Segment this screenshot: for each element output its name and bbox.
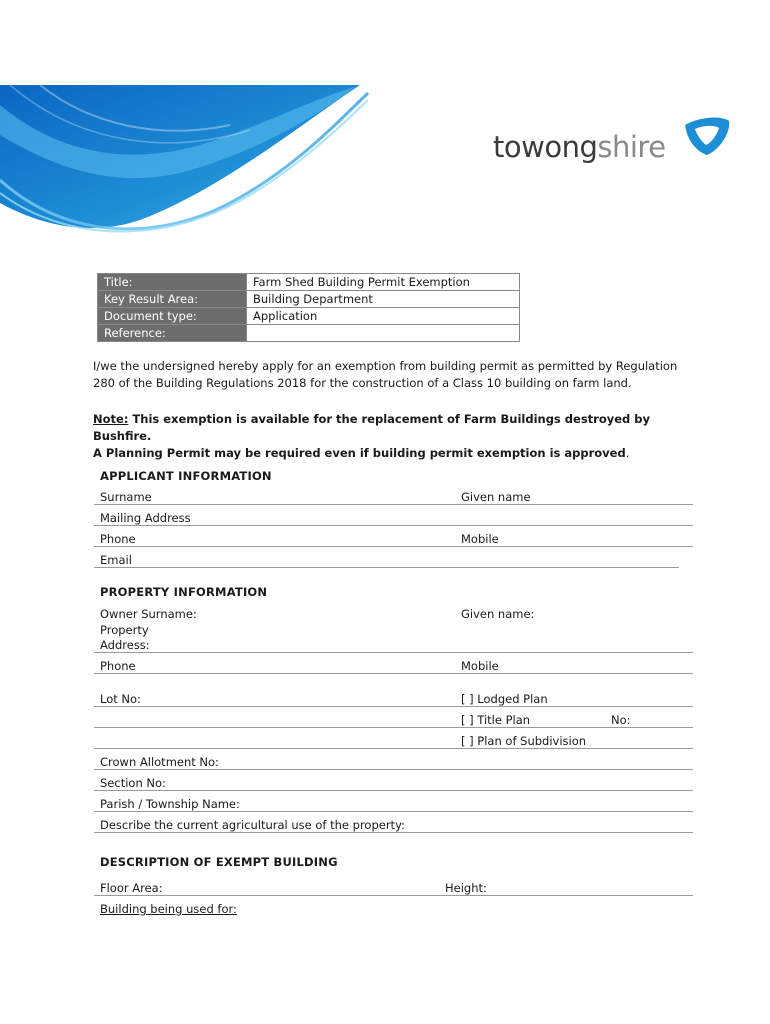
parish-township-field-line[interactable] [94, 811, 693, 812]
reference-value [247, 325, 520, 342]
section-no-label: Section No: [100, 776, 166, 790]
document-info-table [97, 273, 520, 342]
note-paragraph: Note: This exemption is available for the replacement of Farm Buildings destroyed by Bushfire. A Planning Permit may be required even if building permit exemption is approved. [93, 412, 650, 460]
plan-of-subdivision-field-line[interactable] [94, 748, 693, 749]
email-label: Email [100, 553, 132, 567]
mailing-address-field-line[interactable] [94, 525, 693, 526]
agricultural-use-field-line[interactable] [94, 832, 693, 833]
document-type-label: Document type: [98, 308, 247, 325]
key-result-area-label: Key Result Area: [98, 291, 247, 308]
height-label: Height: [445, 881, 487, 895]
mobile-label: Mobile [461, 532, 499, 546]
note-prefix: Note: [93, 412, 129, 426]
owner-given-name-label: Given name: [461, 607, 535, 621]
owner-surname-label: Owner Surname: [100, 607, 197, 621]
floor-area-field-line[interactable] [94, 895, 693, 896]
header-swoosh-graphic [0, 85, 370, 245]
table-row [98, 274, 520, 291]
property-mobile-label: Mobile [461, 659, 499, 673]
crown-allotment-field-line[interactable] [94, 769, 693, 770]
note-line-2: A Planning Permit may be required even if building permit exemption is approved [93, 446, 626, 460]
table-row [98, 308, 520, 325]
title-plan-checkbox[interactable]: [ ] Title Plan [461, 713, 531, 727]
title-plan-field-line[interactable] [94, 727, 693, 728]
note-line-1: This exemption is available for the replacement of Farm Buildings destroyed by Bushfire. [93, 412, 650, 443]
section-no-field-line[interactable] [94, 790, 693, 791]
parish-township-label: Parish / Township Name: [100, 797, 240, 811]
lot-no-label: Lot No: [100, 692, 141, 706]
phone-field-line[interactable] [94, 546, 693, 547]
property-label: Property [100, 623, 149, 637]
logo-mark-icon [681, 115, 731, 157]
document-type-value: Application [247, 308, 520, 325]
title-label: Title: [98, 274, 247, 291]
floor-area-label: Floor Area: [100, 881, 163, 895]
building-heading: DESCRIPTION OF EXEMPT BUILDING [100, 855, 338, 869]
email-field-line[interactable] [94, 567, 679, 568]
agricultural-use-label: Describe the current agricultural use of the property: [100, 818, 405, 832]
key-result-area-value: Building Department [247, 291, 520, 308]
crown-allotment-label: Crown Allotment No: [100, 755, 219, 769]
mailing-address-label: Mailing Address [100, 511, 191, 525]
logo-wordmark: towongshire [493, 130, 666, 164]
table-row [98, 325, 520, 342]
lodged-plan-checkbox[interactable]: [ ] Lodged Plan [461, 692, 548, 706]
property-address-field-line[interactable] [94, 652, 693, 653]
applicant-heading: APPLICANT INFORMATION [100, 469, 272, 483]
building-used-for-label: Building being used for: [100, 902, 237, 916]
title-value: Farm Shed Building Permit Exemption [247, 274, 520, 291]
plan-of-subdivision-checkbox[interactable]: [ ] Plan of Subdivision [461, 734, 587, 748]
lot-no-field-line[interactable] [94, 706, 693, 707]
surname-label: Surname [100, 490, 152, 504]
property-phone-label: Phone [100, 659, 136, 673]
phone-label: Phone [100, 532, 136, 546]
plan-no-label: No: [611, 713, 631, 727]
property-phone-field-line[interactable] [94, 673, 693, 674]
table-row [98, 291, 520, 308]
given-name-label: Given name [461, 490, 531, 504]
address-label: Address: [100, 638, 150, 652]
property-heading: PROPERTY INFORMATION [100, 585, 268, 599]
surname-field-line[interactable] [94, 504, 693, 505]
intro-paragraph: I/we the undersigned hereby apply for an exemption from building permit as permitted by Regulation 280 of the Building Regulations 2018 for the construction of a Class 10 building on farm land. [93, 359, 678, 390]
reference-label: Reference: [98, 325, 247, 342]
